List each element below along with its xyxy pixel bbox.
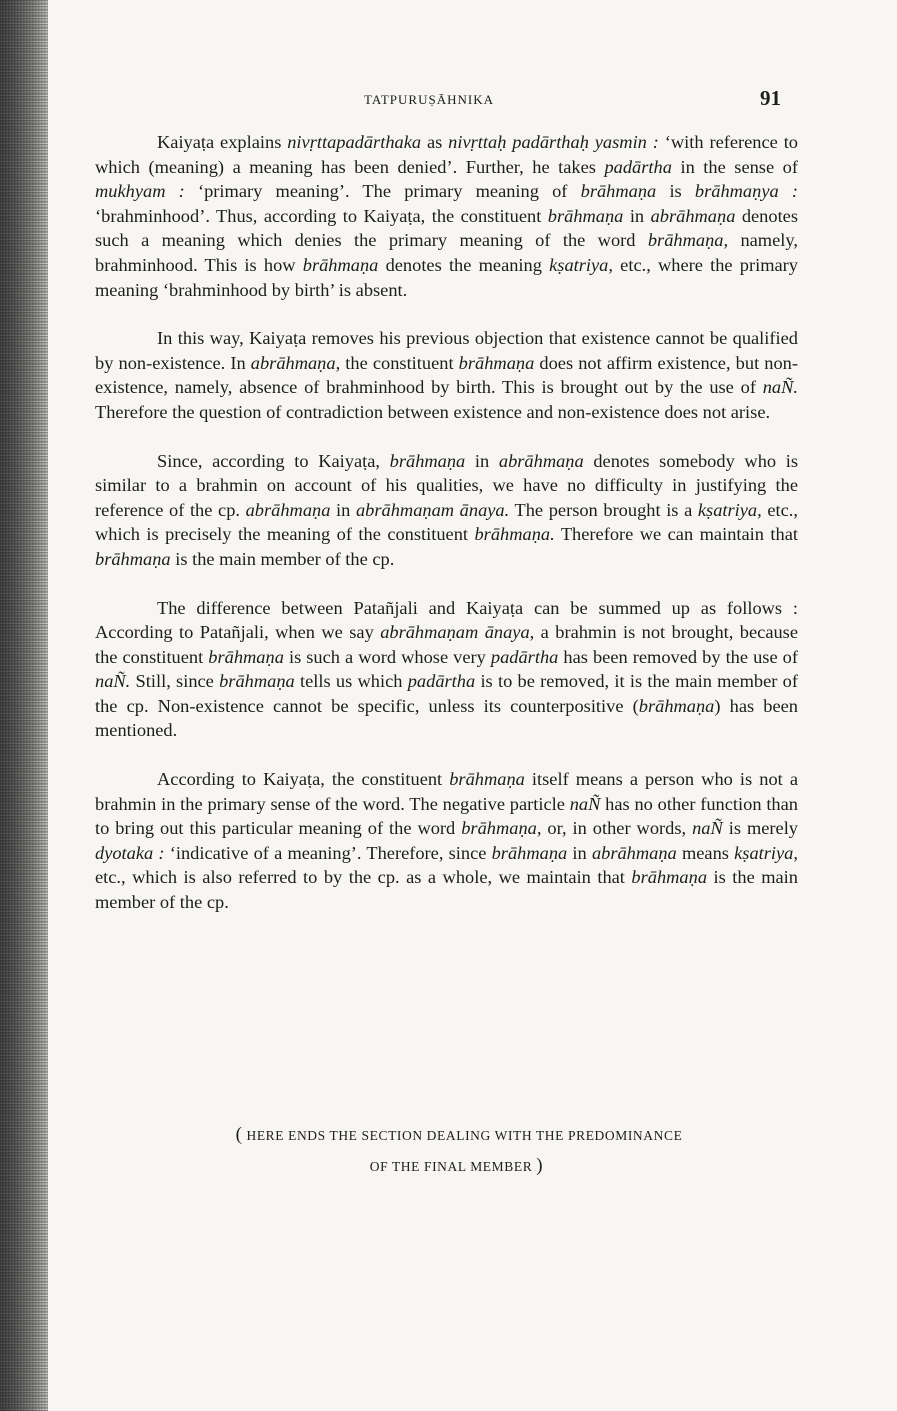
close-paren: ) — [536, 1155, 544, 1176]
italic-term: brāhmaṇa — [208, 646, 284, 667]
italic-term: kṣatriya, — [697, 499, 762, 520]
italic-term: abrāhmaṇam ānaya. — [355, 499, 510, 520]
italic-term: brāhmaṇa — [631, 867, 708, 888]
italic-term: naÑ. — [95, 671, 131, 692]
italic-term: naÑ. — [762, 377, 798, 398]
italic-term: brāhmaṇa — [580, 181, 657, 202]
italic-term: brāhmaṇa — [458, 352, 535, 373]
italic-term: brāhmaṇa — [389, 450, 466, 471]
italic-term: naÑ — [692, 818, 723, 839]
italic-term: brāhmaṇa, — [647, 230, 729, 251]
running-head — [0, 88, 897, 112]
italic-term: brāhmaṇa — [95, 548, 171, 569]
running-title: TATPURUṢĀHNIKA — [364, 92, 494, 107]
italic-term: kṣatriya, — [549, 254, 613, 275]
italic-term: kṣatriya, — [734, 842, 798, 863]
italic-term: brāhmaṇa — [219, 671, 295, 692]
section-end-line-1 — [95, 1120, 798, 1151]
italic-term: nivṛttapadārthaka — [287, 132, 422, 152]
section-end-note — [95, 1120, 798, 1182]
italic-term: brāhmaṇa — [638, 695, 715, 716]
italic-term: padārtha — [407, 671, 476, 692]
italic-term: dyotaka : — [95, 842, 165, 863]
paragraph-5: According to Kaiyaṭa, the constituent brāhmaṇa itself means a person who is not a brahmin in the primary sense of the word. The negative particle naÑ has no other function than to bring out this particular meaning of the word brāhmaṇa, or, in other words, naÑ is merely dyotaka : ‘indicative of a meaning’. Therefore, since brāhmaṇa in abrāhmaṇa means kṣatriya, etc., which is also referred to by the cp. as a whole, we maintain that brāhmaṇa is the main member of the cp. — [95, 769, 798, 913]
italic-term: abrāhmaṇa, — [250, 352, 341, 373]
italic-term: brāhmaṇa — [302, 254, 379, 275]
body-text — [95, 130, 798, 939]
page-number: 91 — [760, 86, 781, 110]
italic-term: abrāhmaṇa — [245, 499, 331, 520]
italic-term: brāhmaṇa, — [461, 818, 542, 839]
binding-edge-shadow — [0, 0, 48, 1411]
paragraph-3: Since, according to Kaiyaṭa, brāhmaṇa in abrāhmaṇa denotes somebody who is similar to a brahmin on account of his qualities, we have no difficulty in justifying the reference of the cp. abrāhmaṇa in abrāhmaṇam ānaya. The person brought is a kṣatriya, etc., which is precisely the meaning of the constituent brāhmaṇa. Therefore we can maintain that brāhmaṇa is the main member of the cp. — [95, 450, 798, 569]
italic-term: brāhmaṇa — [449, 769, 525, 790]
paragraph-1: Kaiyaṭa explains nivṛttapadārthaka as nivṛttaḥ padārthaḥ yasmin : ‘with reference to which (meaning) a meaning has been denied’. Further, he takes padārtha in the sense of mukhyam : ‘primary meaning’. The primary meaning of brāhmaṇa is brāhmaṇya : ‘brahminhood’. Thus, according to Kaiyaṭa, the constituent brāhmaṇa in abrāhmaṇa denotes such a meaning which denies the primary meaning of the word brāhmaṇa, namely, brahminhood. This is how brāhmaṇa denotes the meaning kṣatriya, etc., where the primary meaning ‘brahminhood by birth’ is absent. — [95, 132, 799, 300]
open-paren: ( — [235, 1124, 243, 1145]
italic-term: abrāhmaṇa — [591, 842, 677, 863]
italic-term: mukhyam : — [95, 181, 185, 202]
italic-term: brāhmaṇa — [491, 842, 568, 863]
italic-term: nivṛttaḥ padārthaḥ yasmin : — [448, 132, 659, 152]
italic-term: brāhmaṇa. — [474, 524, 555, 545]
italic-term: brāhmaṇa — [547, 205, 624, 226]
paragraph-2: In this way, Kaiyaṭa removes his previous objection that existence cannot be qualified by non-existence. In abrāhmaṇa, the constituent brāhmaṇa does not affirm existence, but non-existence, namely, absence of brahminhood by birth. This is brought out by the use of naÑ. Therefore the question of contradiction between existence and non-existence does not arise. — [95, 328, 798, 422]
italic-term: padārtha — [490, 646, 559, 667]
italic-term: abrāhmaṇa — [650, 205, 736, 226]
section-end-text-2: OF THE FINAL MEMBER — [369, 1159, 533, 1174]
section-end-line-2 — [95, 1151, 798, 1182]
italic-term: naÑ — [569, 793, 601, 814]
paragraph-4: The difference between Patañjali and Kaiyaṭa can be summed up as follows : According to Patañjali, when we say abrāhmaṇam ānaya, a brahmin is not brought, because the constituent brāhmaṇa is such a word whose very padārtha has been removed by the use of naÑ. Still, since brāhmaṇa tells us which padārtha is to be removed, it is the main member of the cp. Non-existence cannot be specific, unless its counterpositive (brāhmaṇa) has been mentioned. — [95, 597, 798, 741]
italic-term: abrāhmaṇam ānaya, — [380, 622, 535, 643]
italic-term: abrāhmaṇa — [498, 450, 584, 471]
section-end-text-1: HERE ENDS THE SECTION DEALING WITH THE PREDOMINANCE — [246, 1128, 683, 1143]
italic-term: padārtha — [604, 156, 672, 177]
italic-term: brāhmaṇya : — [694, 181, 798, 202]
